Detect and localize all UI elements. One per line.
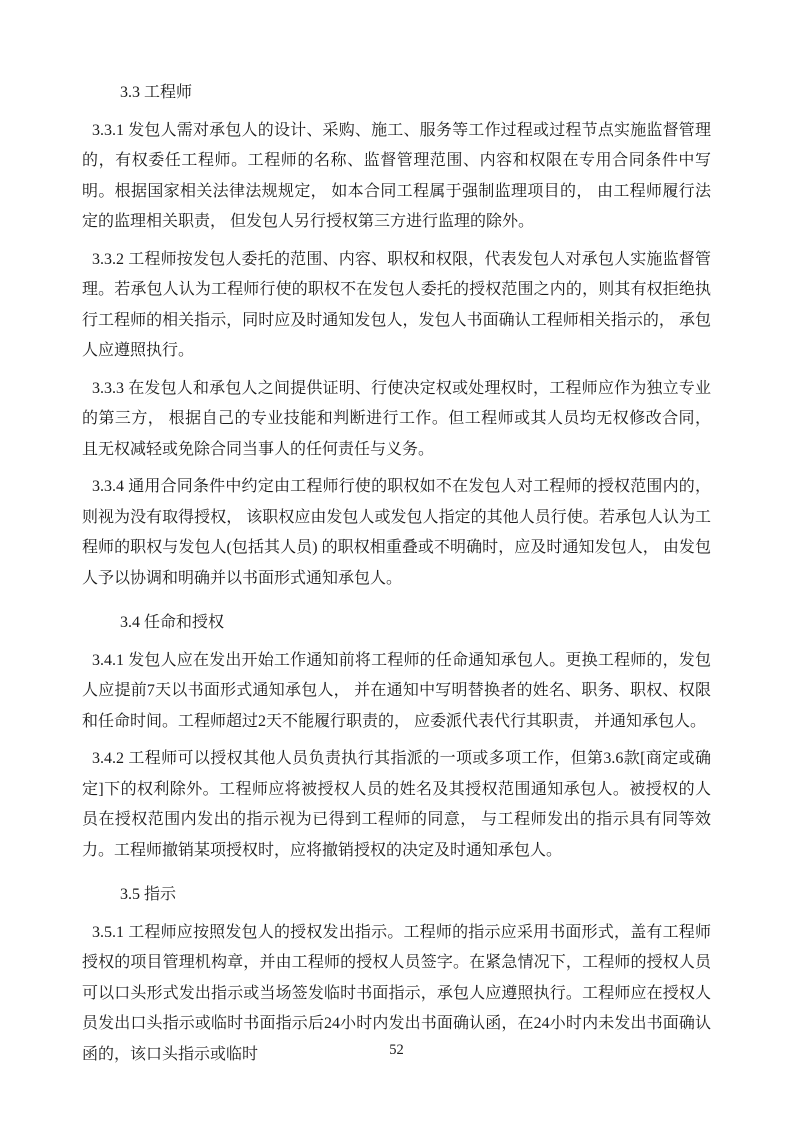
document-content	[82, 78, 711, 1077]
section-heading-3-4: 3.4 任命和授权	[120, 614, 225, 631]
paragraph-3-3-2: 3.3.2 工程师按发包人委托的范围、内容、职权和权限，代表发包人对承包人实施监督管理。若承包人认为工程师行使的职权不在发包人委托的授权范围之内的，则其有权拒绝执行工程师的相关指示，同时应及时通知发包人，发包人书面确认工程师相关指示的， 承包人应遵照执行。	[82, 250, 711, 359]
paragraph-3-3-1: 3.3.1 发包人需对承包人的设计、采购、施工、服务等工作过程或过程节点实施监督管理的，有权委任工程师。工程师的名称、监督管理范围、内容和权限在专用合同条件中写明。根据国家相关法律法规规定， 如本合同工程属于强制监理项目的， 由工程师履行法定的监理相关职责， 但发包人另行授权第三方进行监理的除外。	[82, 121, 711, 230]
paragraph-3-5-1: 3.5.1 工程师应按照发包人的授权发出指示。工程师的指示应采用书面形式，盖有工程师授权的项目管理机构章，并由工程师的授权人员签字。在紧急情况下，工程师的授权人员可以口头形式发出指示或当场签发临时书面指示，承包人应遵照执行。工程师应在授权人员发出口头指示或临时书面指示后24小时内发出书面确认函，在24小时内未发出书面确认函的，该口头指示或临时	[82, 923, 711, 1063]
paragraph-3-3-4: 3.3.4 通用合同条件中约定由工程师行使的职权如不在发包人对工程师的授权范围内的， 则视为没有取得授权， 该职权应由发包人或发包人指定的其他人员行使。若承包人认为工程师的职权与发包人(包括其人员) 的职权相重叠或不明确时，应及时通知发包人， 由发包人予以协调和明确并以书面形式通知承包人。	[82, 478, 711, 587]
paragraph-3-3-3: 3.3.3 在发包人和承包人之间提供证明、行使决定权或处理权时，工程师应作为独立专业的第三方， 根据自己的专业技能和判断进行工作。但工程师或其人员均无权修改合同， 且无权减轻或免除合同当事人的任何责任与义务。	[82, 379, 711, 458]
page-number: 52	[389, 1042, 404, 1058]
paragraph-3-4-1: 3.4.1 发包人应在发出开始工作通知前将工程师的任命通知承包人。更换工程师的，发包人应提前7天以书面形式通知承包人， 并在通知中写明替换者的姓名、职务、职权、权限和任命时间。工程师超过2天不能履行职责的， 应委派代表代行其职责， 并通知承包人。	[82, 651, 711, 730]
section-heading-3-5: 3.5 指示	[120, 886, 177, 903]
section-heading-3-3: 3.3 工程师	[120, 84, 193, 101]
paragraph-3-4-2: 3.4.2 工程师可以授权其他人员负责执行其指派的一项或多项工作，但第3.6款[商定或确定]下的权利除外。工程师应将被授权人员的姓名及其授权范围通知承包人。被授权的人员在授权范围内发出的指示视为已得到工程师的同意， 与工程师发出的指示具有同等效力。工程师撤销某项授权时，应将撤销授权的决定及时通知承包人。	[82, 750, 711, 859]
